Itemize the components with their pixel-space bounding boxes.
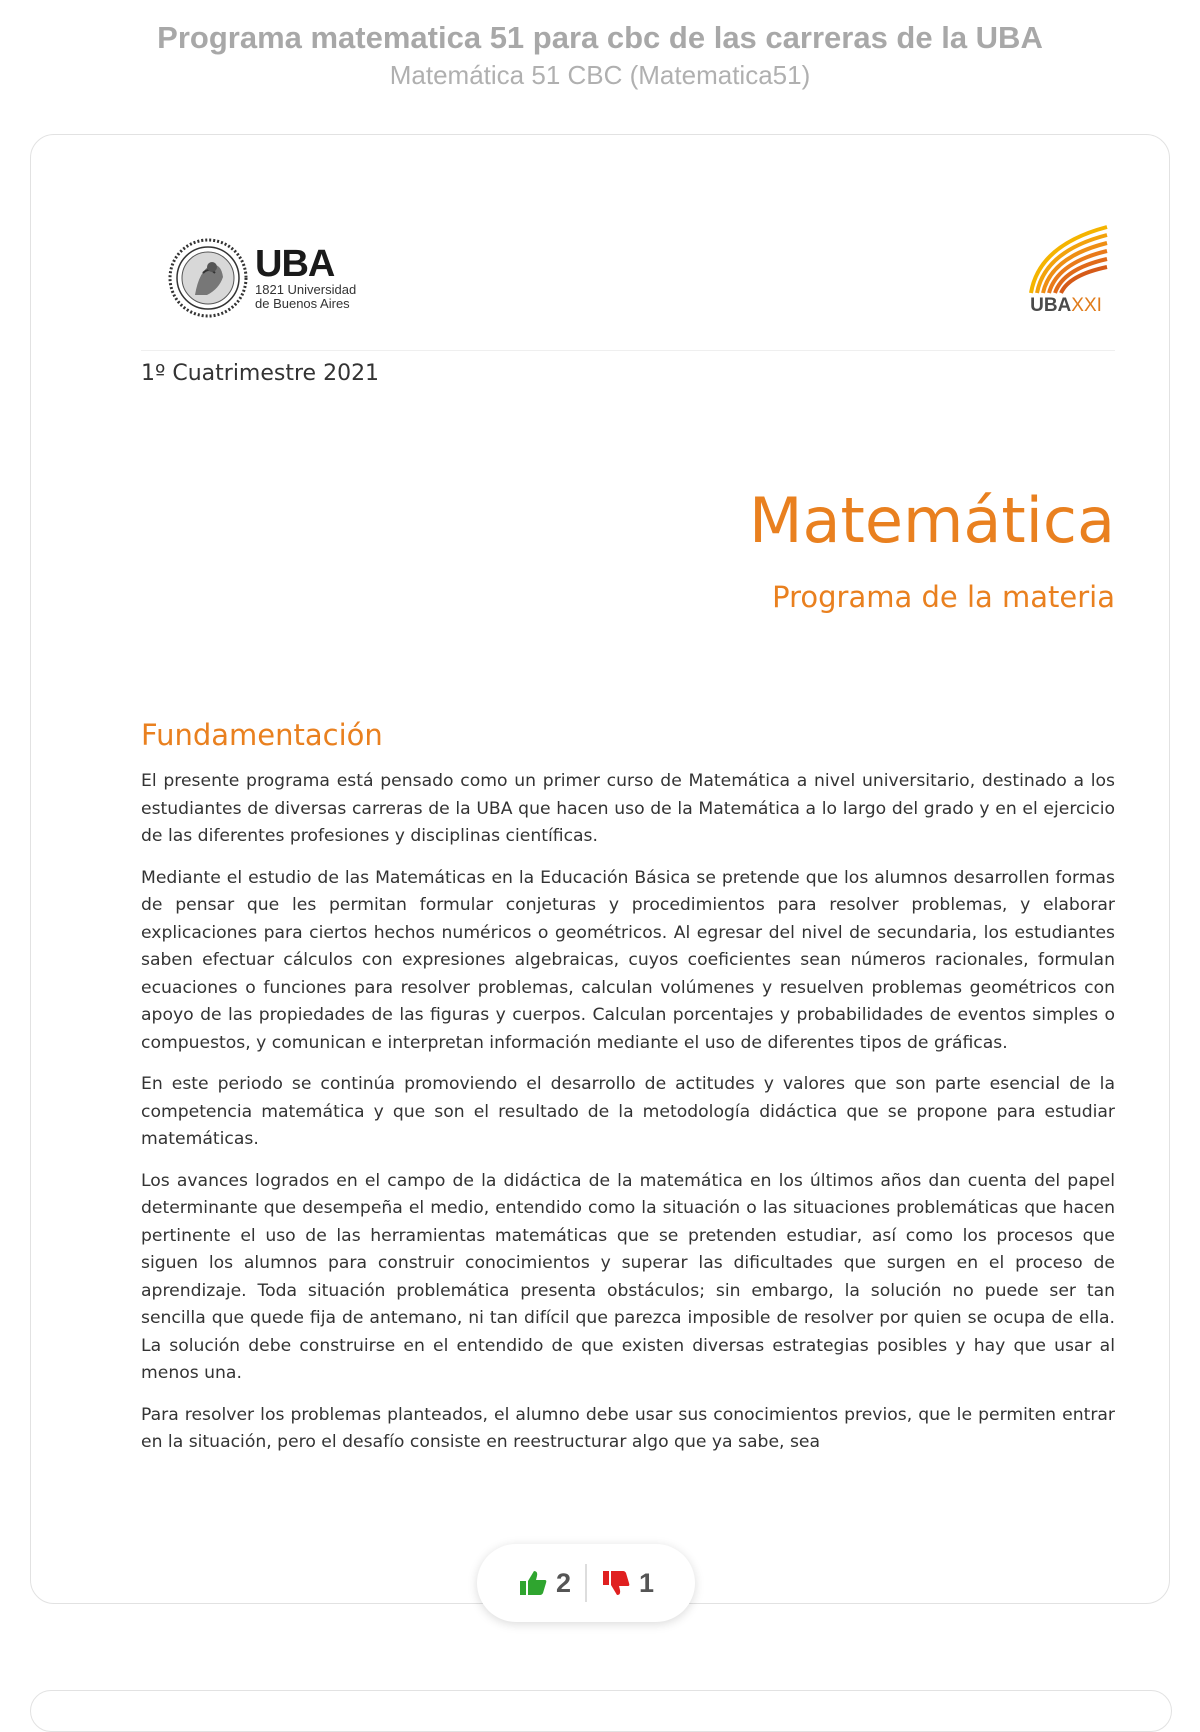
paragraph: En este periodo se continúa promoviendo el desarrollo de actitudes y valores que son parte esencial de la competencia matemática y que son el resultado de la metodología didáctica que se propone para estudiar matemáticas. (141, 1074, 1115, 1149)
document-preview (30, 134, 1170, 1604)
page-subtitle: Matemática 51 CBC (Matematica51) (389, 60, 811, 90)
ubaxxi-logo-uba: UBA (1030, 295, 1072, 316)
ubaxxi-logo-xxi: XXI (1071, 295, 1102, 316)
uba-logo-line1: 1821 Universidad (255, 282, 357, 297)
downvote-button[interactable] (587, 1568, 668, 1599)
logo-row (141, 225, 1115, 351)
paragraph: Para resolver los problemas planteados, el alumno debe usar sus conocimientos previos, que le permiten entrar en la situación, pero el desafío consiste en reestructurar algo que ya sabe, sea (141, 1404, 1115, 1452)
thumbs-up-icon (518, 1569, 548, 1597)
ubaxxi-logo-text (1021, 295, 1111, 317)
document-page (141, 225, 1115, 1457)
uba-logo-name: UBA (255, 243, 335, 285)
vote-bar (477, 1544, 695, 1622)
paragraph: Los avances logrados en el campo de la didáctica de la matemática en los últimos años dan cuenta del papel determinante que desempeña el medio, entendido como la situación o las situaciones problemáticas que hacen pertinente el uso de las herramientas matemáticas que se pretenden estudiar, así como los procesos que siguen los alumnos para construir conocimientos y superar las dificultades que surgen en el proceso de aprendizaje. Toda situación problemática presenta obstáculos; sin embargo, la solución no puede ser tan sencilla que quede fija de antemano, ni tan difícil que parezca imposible de resolver por quien se ocupa de ella. La solución debe construirse en el entendido de que existen diversas estrategias posibles y hay que usar al menos una. (141, 1170, 1115, 1383)
upvote-button[interactable] (504, 1568, 585, 1599)
term-label: 1º Cuatrimestre 2021 (141, 361, 380, 386)
uba-logo-line2: de Buenos Aires (255, 296, 350, 311)
downvote-count: 1 (639, 1567, 655, 1598)
next-card (30, 1690, 1172, 1732)
thumbs-down-icon (601, 1569, 631, 1597)
ubaxxi-logo (1021, 225, 1111, 317)
document-subheading: Programa de la materia (772, 580, 1115, 614)
document-heading: Matemática (749, 484, 1115, 557)
uba-logo-text (255, 245, 356, 311)
page-title: Programa matematica 51 para cbc de las carreras de la UBA (157, 20, 1043, 55)
page-header (0, 20, 1200, 91)
paragraph: Mediante el estudio de las Matemáticas en la Educación Básica se pretende que los alumnos desarrollen formas de pensar que les permitan formular conjeturas y procedimientos para resolver problemas, y elaborar explicaciones para ciertos hechos numéricos o geométricos. Al egresar del nivel de secundaria, los estudiantes saben efectuar cálculos con expresiones algebraicas, cuyos coeficientes sean números racionales, formulan ecuaciones o funciones para resolver problemas, calculan volúmenes y resuelven problemas geométricos con apoyo de las propiedades de las figuras y cuerpos. Calculan porcentajes y probabilidades de eventos simples o compuestos, y comunican e interpretan información mediante el uso de diferentes tipos de gráficas. (141, 867, 1115, 1053)
ubaxxi-swoosh-icon (1021, 225, 1111, 295)
section-title: Fundamentación (141, 718, 383, 752)
uba-seal-icon (167, 237, 249, 319)
uba-logo (167, 237, 356, 319)
paragraph: El presente programa está pensado como un primer curso de Matemática a nivel universitario, destinado a los estudiantes de diversas carreras de la UBA que hacen uso de la Matemática a lo largo del grado y en el ejercicio de las diferentes profesiones y disciplinas científicas. (141, 771, 1115, 846)
upvote-count: 2 (555, 1567, 571, 1598)
